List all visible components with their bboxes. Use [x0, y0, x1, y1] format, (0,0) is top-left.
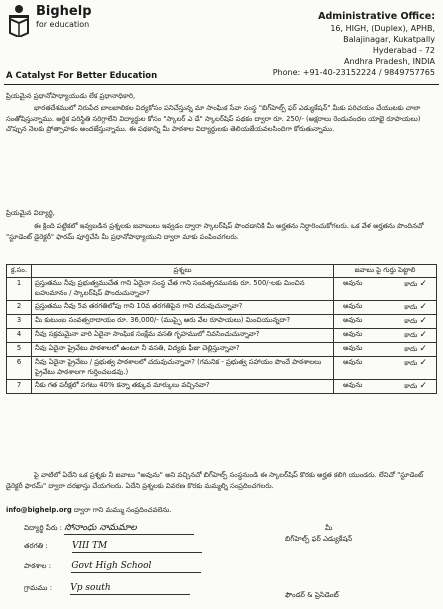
- student-salutation: ప్రియమైన విద్యార్థి,: [6, 209, 55, 217]
- answer-no-label: కాదు: [404, 317, 418, 325]
- answer-yes[interactable]: అవును: [343, 358, 363, 366]
- col-number: క్ర.సం.: [7, 265, 32, 278]
- answer-yes[interactable]: అవును: [343, 279, 363, 287]
- checkmark-icon: ✓: [419, 344, 427, 354]
- row-number: 6: [7, 357, 32, 380]
- table-row: [7, 357, 437, 380]
- row-question: నీవు సక్రమమైనా వారి ఏదైనా సాంఘిక సంక్షేమ వసతి గృహములో నివసించుచున్నావా?: [32, 329, 334, 343]
- sign-line-3: ఫౌండర్ & ప్రెసిడెంట్: [285, 591, 339, 600]
- col-answer: జవాబు పై గుర్తు పెట్టాలి: [334, 265, 437, 278]
- row-answer: [334, 301, 437, 315]
- table-row: [7, 329, 437, 343]
- answer-no-label: కాదు: [404, 345, 418, 353]
- answer-no-label: కాదు: [404, 280, 418, 288]
- eligibility-table: [6, 264, 437, 394]
- row-question: ప్రస్తుతము నీవు ప్రభుత్వముచేత గాని ఏదైనా సంస్థ చేత గాని సంవత్సరమునకు రూ. 500/-లకు మించిన బహుమానం / స్కాలర్‌షిప్ పొందుచున్నావా?: [32, 278, 334, 301]
- class-label: తరగతి :: [24, 542, 48, 550]
- footer-paragraph: పై వాటిలో ఏదేని ఒక ప్రశ్నకు నీ జవాబు "అవును" అని వచ్చినచో బిగ్‌హెల్ప్ సంస్థనుండి ఈ స్కాలర్‌షిప్ కొరకు అర్హత కలిగి యుండరు. లేనిచో "స్టూడెంట్ డైరెక్టరీ ఫారమ్" ద్వారా దరఖాస్తు చేయగలరు. ఏదేని ప్రశ్నలకు వివరణ కొరకు మమ్మల్ని సంప్రదించగలరు.: [6, 471, 424, 490]
- name-label: విద్యార్థి పేరు :: [24, 524, 62, 532]
- student-paragraph: ఈ క్రింది పట్టికలో ఇవ్వబడిన ప్రశ్నలకు జవాబులు ఇవ్వడం ద్వారా స్కాలర్‌షిప్ పొందడానికి మీ అర్హతను నిర్ధారించుకోగలరు. ఒక వేళ అర్హతను పొందినచో "స్టూడెంట్ డైరెక్టరీ" ఫారమ్ పూర్తిచేసి మీ ప్రధానోపాధ్యాయుని ద్వారా మాకు పంపించగలరు.: [6, 222, 424, 241]
- sign-line-2: బిగ్‌హెల్ప్ ఫర్ ఎడ్యుకేషన్: [285, 534, 353, 543]
- name-value: సోనాంధు నామమాల: [64, 523, 194, 535]
- school-value: Govt High School: [71, 561, 201, 573]
- row-number: 7: [7, 380, 32, 394]
- office-title: Administrative Office:: [318, 11, 435, 22]
- tagline: A Catalyst For Better Education: [6, 71, 158, 81]
- answer-no-label: కాదు: [404, 382, 418, 390]
- row-number: 4: [7, 329, 32, 343]
- table-row: [7, 380, 437, 394]
- bighelp-logo-icon: [6, 3, 32, 37]
- row-question: ప్రస్తుతము నీవు 5వ తరగతిలోపు గాని 10వ తరగతిపైన గాని చదువుచున్నావా?: [32, 301, 334, 315]
- answer-no-label: కాదు: [404, 359, 418, 367]
- answer-no-label: కాదు: [404, 303, 418, 311]
- table-row: [7, 301, 437, 315]
- answer-yes[interactable]: అవును: [343, 330, 363, 338]
- contact-line: [6, 505, 437, 516]
- header-divider: [4, 84, 439, 85]
- class-value: VIII TM: [72, 541, 202, 553]
- brand-name: Bighelp: [36, 4, 92, 19]
- answer-yes[interactable]: అవును: [343, 381, 363, 389]
- row-answer: [334, 380, 437, 394]
- checkmark-icon: ✓: [419, 302, 427, 312]
- row-number: 1: [7, 278, 32, 301]
- sign-line-1: మీ: [325, 524, 333, 532]
- office-line: 16, HIGH, (Duplex), APHB,: [330, 24, 435, 33]
- answer-yes[interactable]: అవును: [343, 316, 363, 324]
- office-line: Hyderabad - 72: [372, 46, 435, 55]
- row-answer: [334, 329, 437, 343]
- answer-no[interactable]: [404, 279, 427, 290]
- row-number: 2: [7, 301, 32, 315]
- answer-no[interactable]: [404, 330, 427, 341]
- answer-yes[interactable]: అవును: [343, 344, 363, 352]
- brand-subtitle: for education: [36, 20, 90, 29]
- office-line: Andhra Pradesh, INDIA: [344, 57, 435, 66]
- row-answer: [334, 278, 437, 301]
- answer-no[interactable]: [404, 316, 427, 327]
- answer-no[interactable]: [404, 344, 427, 355]
- intro-paragraph: భారతదేశములో నిరుపేద బాలబాలికల విద్యకోసం పనిచేస్తున్న మా సాంఘిక సేవా సంస్థ "బిగ్‌హెల్ప్ ఫర్ ఎడ్యుకేషన్" మీకు పరిచయం చేయుటకు చాలా సంతోషిస్తున్నాము. ఆర్థిక పరిస్థితి సరిగ్గాలేని విద్యార్థుల కోసం "స్కాలర్ ఎ డే" స్కాలర్‌షిప్ పథకం ద్వారా రూ. 250/- (అక్షరాలు రెండువందల యాభై రూపాయలు) చొప్పున నెలకు ప్రోత్సాహకం అందజేస్తున్నాము. ఈ పథకాన్ని మీ పాఠశాల విద్యార్థులకు తెలియజేయవలసిందిగా కోరుతున్నాము.: [6, 104, 421, 134]
- student-details: [24, 523, 254, 595]
- table-row: [7, 278, 437, 301]
- col-question: ప్రశ్నలు: [32, 265, 334, 278]
- checkmark-icon: ✓: [419, 316, 427, 326]
- row-number: 5: [7, 343, 32, 357]
- school-label: పాఠశాల :: [24, 562, 52, 570]
- office-phone: Phone: +91-40-23152224 / 9849757765: [272, 68, 435, 77]
- row-question: మీ కుటుంబ సంవత్సరాదాయం రూ. 36,000/- (ముప్ఫై ఆరు వేల రూపాయలు) మించియున్నదా?: [32, 315, 334, 329]
- row-question: నీవు ఏదైనా ప్రైవేటు పాఠశాలలో ఉంటూ నీ వసతి, విద్యకు ఫీజు చెల్లిస్తున్నావా?: [32, 343, 334, 357]
- office-line: Balajinagar, Kukatpally: [343, 35, 435, 44]
- answer-no[interactable]: [404, 381, 427, 392]
- checkmark-icon: ✓: [419, 358, 427, 368]
- answer-yes[interactable]: అవును: [343, 302, 363, 310]
- village-value: Vp south: [70, 583, 190, 595]
- row-number: 3: [7, 315, 32, 329]
- contact-suffix: ద్వారా గాని మమ్ము సంప్రదించవలెను.: [71, 506, 172, 514]
- checkmark-icon: ✓: [419, 381, 427, 391]
- checkmark-icon: ✓: [419, 330, 427, 340]
- table-row: [7, 315, 437, 329]
- answer-no[interactable]: [404, 358, 427, 369]
- row-question: నీకు గత పరీక్షలో సగటు 40% కన్నా తక్కువ మార్కులు వచ్చినవా?: [32, 380, 334, 394]
- table-row: [7, 343, 437, 357]
- contact-email[interactable]: info@bighelp.org: [6, 506, 72, 514]
- answer-no-label: కాదు: [404, 331, 418, 339]
- answer-no[interactable]: [404, 302, 427, 313]
- village-label: గ్రామము :: [24, 584, 53, 592]
- row-answer: [334, 343, 437, 357]
- checkmark-icon: ✓: [419, 279, 427, 289]
- row-question: నీవు ఏదైనా ప్రైవేటు / ప్రభుత్వ పాఠశాలలో చదువుచున్నావా? (గమనిక - ప్రభుత్వ సహాయం పొందే పాఠశాలలు ప్రైవేటు పాఠశాలగా గుర్తించబడవు.): [32, 357, 334, 380]
- intro-salutation: ప్రియమైన ప్రధానోపాధ్యాయుడు లేక ప్రధానాధికారి,: [6, 92, 136, 100]
- signature-block: [285, 523, 435, 601]
- row-answer: [334, 315, 437, 329]
- office-address: [255, 10, 435, 78]
- table-header-row: [7, 265, 437, 278]
- row-answer: [334, 357, 437, 380]
